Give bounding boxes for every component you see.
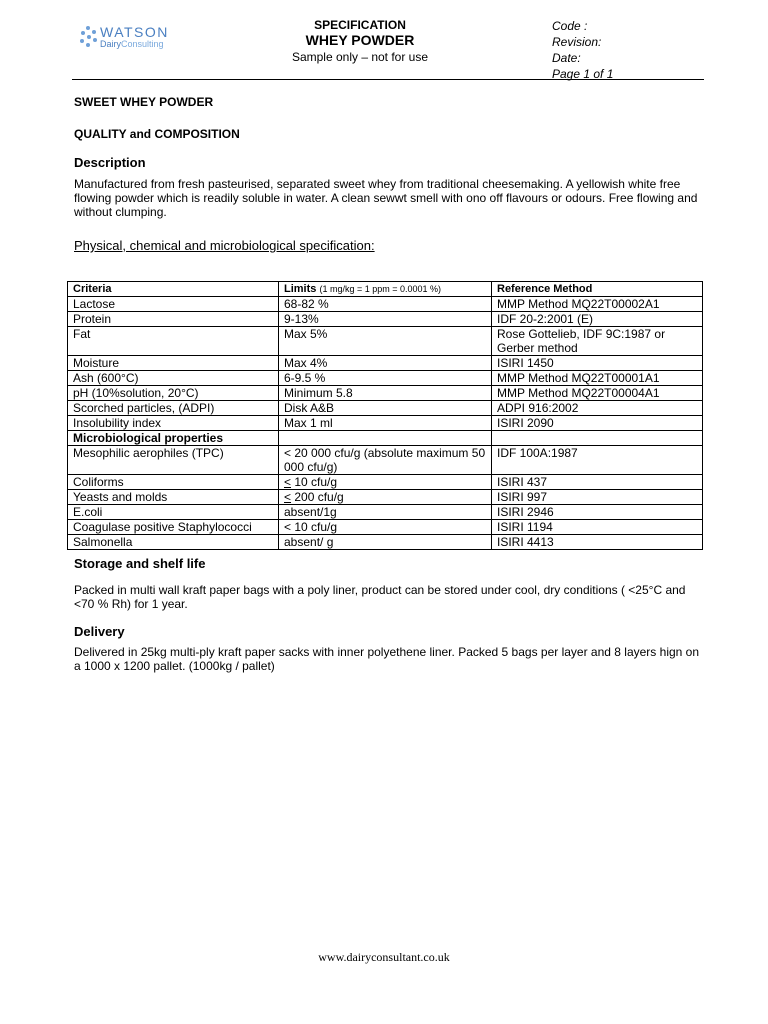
method-cell: IDF 20-2:2001 (E) (492, 312, 703, 327)
table-row (68, 401, 703, 416)
table-row (68, 386, 703, 401)
quality-heading: QUALITY and COMPOSITION (74, 127, 240, 141)
specification-table (67, 281, 703, 550)
table-row (68, 446, 703, 475)
method-cell: ISIRI 1194 (492, 520, 703, 535)
criteria-cell: Moisture (68, 356, 279, 371)
empty-cell (279, 431, 492, 446)
table-row (68, 490, 703, 505)
criteria-cell: Salmonella (68, 535, 279, 550)
header-divider (72, 79, 704, 80)
criteria-cell: Lactose (68, 297, 279, 312)
limits-cell: Max 4% (279, 356, 492, 371)
description-text: Manufactured from fresh pasteurised, separated sweet whey from traditional cheesemaking. A yellowish white free flowing powder which is readily soluble in water. A clean sewwt smell with ono off flavours or odours. Free flowing and without clumping. (74, 177, 698, 219)
method-cell: IDF 100A:1987 (492, 446, 703, 475)
limits-cell: < 20 000 cfu/g (absolute maximum 50 000 cfu/g) (279, 446, 492, 475)
criteria-cell: Ash (600°C) (68, 371, 279, 386)
limits-cell: Max 1 ml (279, 416, 492, 431)
method-cell: ISIRI 437 (492, 475, 703, 490)
watson-logo (78, 24, 178, 52)
limits-cell (279, 475, 492, 490)
limits-cell: Max 5% (279, 327, 492, 356)
method-cell: ISIRI 1450 (492, 356, 703, 371)
table-row (68, 520, 703, 535)
table-row (68, 327, 703, 356)
logo-subtitle (100, 39, 164, 49)
criteria-cell: E.coli (68, 505, 279, 520)
method-cell: MMP Method MQ22T00001A1 (492, 371, 703, 386)
limits-cell: 68-82 % (279, 297, 492, 312)
document-title: WHEY POWDER (305, 32, 415, 48)
limit-symbol: < (284, 475, 292, 489)
limits-cell: absent/ g (279, 535, 492, 550)
limits-cell: < 10 cfu/g (279, 520, 492, 535)
logo-wordmark: WATSON (100, 24, 169, 40)
header-limits (279, 282, 492, 297)
criteria-cell: Scorched particles, (ADPI) (68, 401, 279, 416)
criteria-cell: Coliforms (68, 475, 279, 490)
storage-heading: Storage and shelf life (74, 556, 206, 571)
sample-note: Sample only – not for use (291, 50, 429, 64)
method-cell: Rose Gottelieb, IDF 9C:1987 or Gerber method (492, 327, 703, 356)
empty-cell (492, 431, 703, 446)
criteria-cell: Yeasts and molds (68, 490, 279, 505)
limits-cell: 9-13% (279, 312, 492, 327)
limit-symbol: < (284, 490, 292, 504)
table-row (68, 312, 703, 327)
criteria-cell: Protein (68, 312, 279, 327)
description-heading: Description (74, 155, 146, 170)
criteria-cell: Insolubility index (68, 416, 279, 431)
delivery-heading: Delivery (74, 624, 125, 639)
logo-dots-icon (78, 26, 100, 50)
method-cell: ISIRI 2946 (492, 505, 703, 520)
criteria-cell: Mesophilic aerophiles (TPC) (68, 446, 279, 475)
header-criteria: Criteria (68, 282, 279, 297)
method-cell: ISIRI 2090 (492, 416, 703, 431)
method-cell: ISIRI 4413 (492, 535, 703, 550)
table-row (68, 297, 703, 312)
limits-cell: absent/1g (279, 505, 492, 520)
method-cell: ADPI 916:2002 (492, 401, 703, 416)
logo-sub-dairy: Dairy (100, 39, 122, 49)
micro-heading-cell: Microbiological properties (68, 431, 279, 446)
limit-value: 200 cfu/g (291, 490, 344, 504)
logo-sub-consulting: Consulting (121, 39, 164, 49)
spec-label: SPECIFICATION (314, 18, 406, 32)
table-row (68, 505, 703, 520)
table-row (68, 475, 703, 490)
table-row (68, 356, 703, 371)
header-center (260, 18, 460, 65)
date-label: Date: (552, 51, 581, 65)
criteria-cell: Fat (68, 327, 279, 356)
header-method: Reference Method (492, 282, 703, 297)
table-row (68, 416, 703, 431)
limits-cell: Minimum 5.8 (279, 386, 492, 401)
product-heading: SWEET WHEY POWDER (74, 95, 214, 109)
limits-cell (279, 490, 492, 505)
delivery-text: Delivered in 25kg multi-ply kraft paper sacks with inner polyethene liner. Packed 5 bags per layer and 8 layers hign on a 1000 x 1200 pallet. (1000kg / pallet) (74, 645, 700, 673)
table-section-row (68, 431, 703, 446)
criteria-cell: pH (10%solution, 20°C) (68, 386, 279, 401)
method-cell: MMP Method MQ22T00004A1 (492, 386, 703, 401)
header-limits-note: (1 mg/kg = 1 ppm = 0.0001 %) (319, 284, 442, 294)
spec-table-heading: Physical, chemical and microbiological specification: (74, 238, 375, 253)
limits-cell: 6-9.5 % (279, 371, 492, 386)
footer-url[interactable]: www.dairyconsultant.co.uk (318, 950, 450, 964)
table-header-row (68, 282, 703, 297)
method-cell: MMP Method MQ22T00002A1 (492, 297, 703, 312)
page-label: Page 1 of 1 (552, 67, 614, 81)
table-row (68, 535, 703, 550)
limits-cell: Disk A&B (279, 401, 492, 416)
header-meta (552, 18, 613, 82)
storage-text: Packed in multi wall kraft paper bags with a poly liner, product can be stored under cool, dry conditions ( <25°C and <70 % Rh) for 1 year. (74, 583, 686, 611)
revision-label: Revision: (552, 35, 602, 49)
limit-value: 10 cfu/g (291, 475, 338, 489)
header-limits-label: Limits (284, 283, 317, 295)
method-cell: ISIRI 997 (492, 490, 703, 505)
table-row (68, 371, 703, 386)
criteria-cell: Coagulase positive Staphylococci (68, 520, 279, 535)
code-label: Code : (552, 19, 588, 33)
